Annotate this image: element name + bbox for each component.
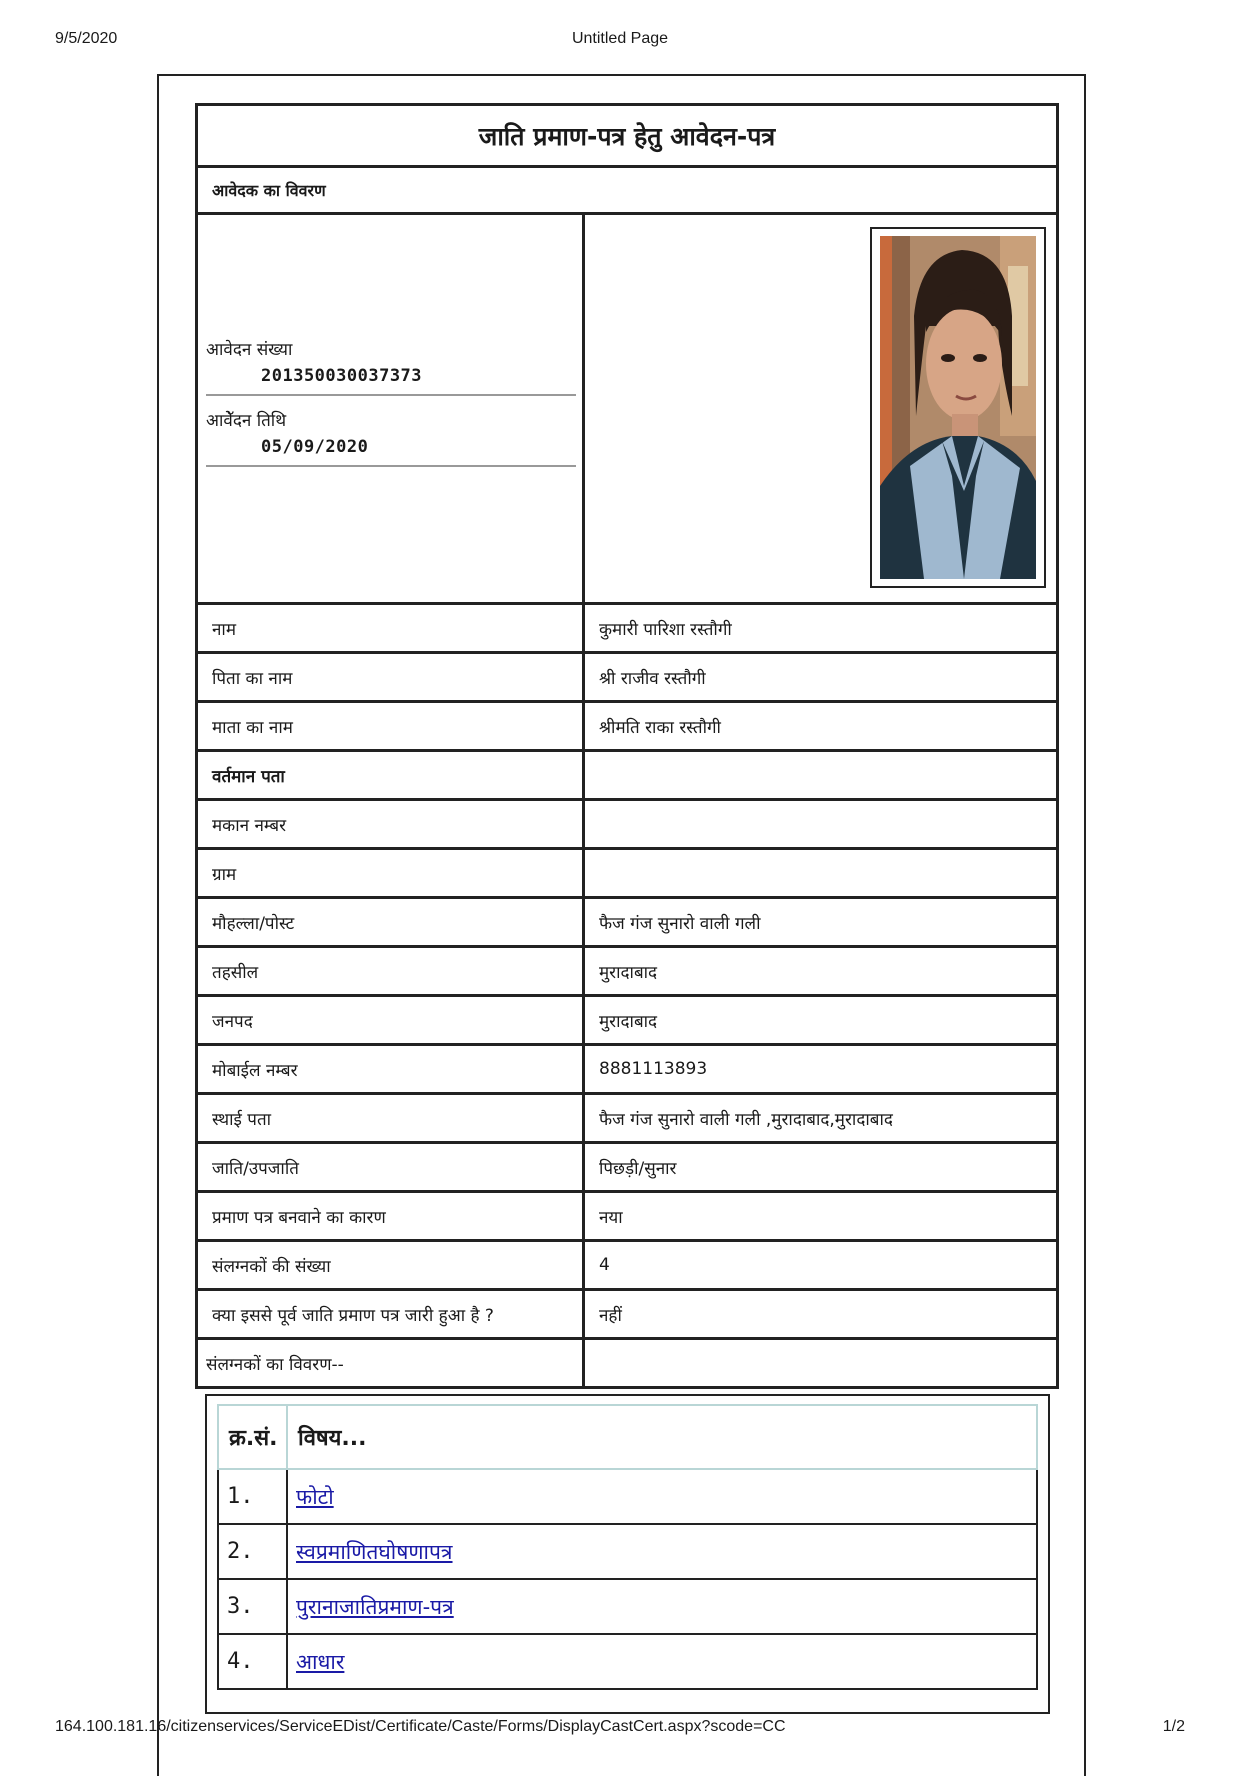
field-label: क्या इससे पूर्व जाति प्रमाण पत्र जारी हुआ है ?: [198, 1291, 585, 1337]
attachment-link-old-certificate[interactable]: पुरानाजातिप्रमाण-पत्र: [296, 1594, 454, 1619]
field-value: श्रीमति राका रस्तौगी: [599, 717, 721, 738]
table-row: [218, 1524, 1037, 1579]
field-label: वर्तमान पता: [198, 752, 585, 798]
field-row-attachment-count: [198, 1242, 1056, 1291]
print-header: [55, 30, 1185, 52]
application-number-label: आवेदन संख्या: [206, 340, 293, 360]
field-row-caste: [198, 1144, 1056, 1193]
field-label: मोबाईल नम्बर: [198, 1046, 585, 1092]
subject-cell: [287, 1579, 1037, 1634]
divider: [206, 394, 576, 396]
field-row-permanent-address: [198, 1095, 1056, 1144]
print-page-title: Untitled Page: [571, 30, 669, 47]
field-label: मौहल्ला/पोस्ट: [198, 899, 585, 945]
field-value: फैज गंज सुनारो वाली गली ,मुरादाबाद,मुरादाबाद: [599, 1109, 893, 1130]
print-footer: [55, 1718, 1185, 1740]
section-heading: आवेदक का विवरण: [198, 168, 1056, 215]
serial-number: 3.: [218, 1579, 287, 1634]
field-label: माता का नाम: [198, 703, 585, 749]
field-row-mother-name: [198, 703, 1056, 752]
field-label: ग्राम: [198, 850, 585, 896]
print-url: 164.100.181.16/citizenservices/ServiceEDist/Certificate/Caste/Forms/DisplayCastCert.aspx?scode=CC: [55, 1718, 786, 1735]
field-row-previous-certificate: [198, 1291, 1056, 1340]
subject-cell: [287, 1524, 1037, 1579]
applicant-header-row: [198, 215, 1056, 605]
field-row-locality: [198, 899, 1056, 948]
attachment-link-photo[interactable]: फोटो: [296, 1484, 334, 1509]
attachment-link-aadhaar[interactable]: आधार: [296, 1649, 345, 1674]
field-label: प्रमाण पत्र बनवाने का कारण: [198, 1193, 585, 1239]
field-label: संलग्नकों का विवरण--: [198, 1340, 585, 1386]
attachment-link-self-declaration[interactable]: स्वप्रमाणितघोषणापत्र: [296, 1539, 453, 1564]
field-label: जनपद: [198, 997, 585, 1043]
field-value: फैज गंज सुनारो वाली गली: [599, 913, 761, 934]
field-value: पिछड़ी/सुनार: [599, 1158, 677, 1179]
serial-number: 2.: [218, 1524, 287, 1579]
field-value: [585, 1340, 1056, 1386]
field-label: तहसील: [198, 948, 585, 994]
attachments-panel: [205, 1394, 1050, 1714]
table-header-row: [218, 1405, 1037, 1469]
applicant-photo-frame: [870, 227, 1046, 588]
table-row: [218, 1469, 1037, 1524]
subject-cell: [287, 1634, 1037, 1689]
application-number-block: [206, 337, 576, 396]
field-row-district: [198, 997, 1056, 1046]
field-label: संलग्नकों की संख्या: [198, 1242, 585, 1288]
page-number: 1/2: [1162, 1718, 1185, 1735]
field-value: मुरादाबाद: [599, 962, 658, 983]
divider: [206, 465, 576, 467]
photo-cell: [585, 215, 1056, 602]
applicant-photo: [880, 236, 1036, 579]
application-number: 201350030037373: [261, 366, 423, 386]
field-label: स्थाई पता: [198, 1095, 585, 1141]
field-row-tehsil: [198, 948, 1056, 997]
field-value: [585, 752, 1056, 798]
field-value: श्री राजीव रस्तौगी: [599, 668, 706, 689]
application-info: [198, 215, 585, 602]
field-row-attachment-details: [198, 1340, 1056, 1389]
field-row-current-address: [198, 752, 1056, 801]
table-row: [218, 1579, 1037, 1634]
application-form: [195, 103, 1059, 1389]
field-value: [585, 850, 1056, 896]
field-row-house-number: [198, 801, 1056, 850]
serial-number: 1.: [218, 1469, 287, 1524]
application-date: 05/09/2020: [261, 437, 369, 457]
field-row-mobile: [198, 1046, 1056, 1095]
field-value: मुरादाबाद: [599, 1011, 658, 1032]
field-value: [585, 801, 1056, 847]
table-row: [218, 1634, 1037, 1689]
field-row-reason: [198, 1193, 1056, 1242]
field-value: 4: [599, 1255, 610, 1275]
field-row-village: [198, 850, 1056, 899]
field-value: 8881113893: [599, 1059, 708, 1079]
print-date: 9/5/2020: [55, 30, 118, 47]
serial-number: 4.: [218, 1634, 287, 1689]
column-header-serial: क्र.सं.: [218, 1405, 287, 1469]
field-value: नया: [599, 1207, 623, 1228]
field-label: पिता का नाम: [198, 654, 585, 700]
field-label: मकान नम्बर: [198, 801, 585, 847]
application-date-block: [206, 408, 576, 467]
field-row-name: [198, 605, 1056, 654]
field-label: नाम: [198, 605, 585, 651]
field-row-father-name: [198, 654, 1056, 703]
field-value: कुमारी पारिशा रस्तौगी: [599, 619, 732, 640]
form-title: जाति प्रमाण-पत्र हेतु आवेदन-पत्र: [198, 106, 1056, 168]
attachments-table: [217, 1404, 1038, 1690]
column-header-subject: विषय...: [287, 1405, 1037, 1469]
application-date-label: आवेॅदन तिथि: [206, 411, 287, 431]
subject-cell: [287, 1469, 1037, 1524]
field-label: जाति/उपजाति: [198, 1144, 585, 1190]
field-value: नहीं: [599, 1305, 622, 1326]
